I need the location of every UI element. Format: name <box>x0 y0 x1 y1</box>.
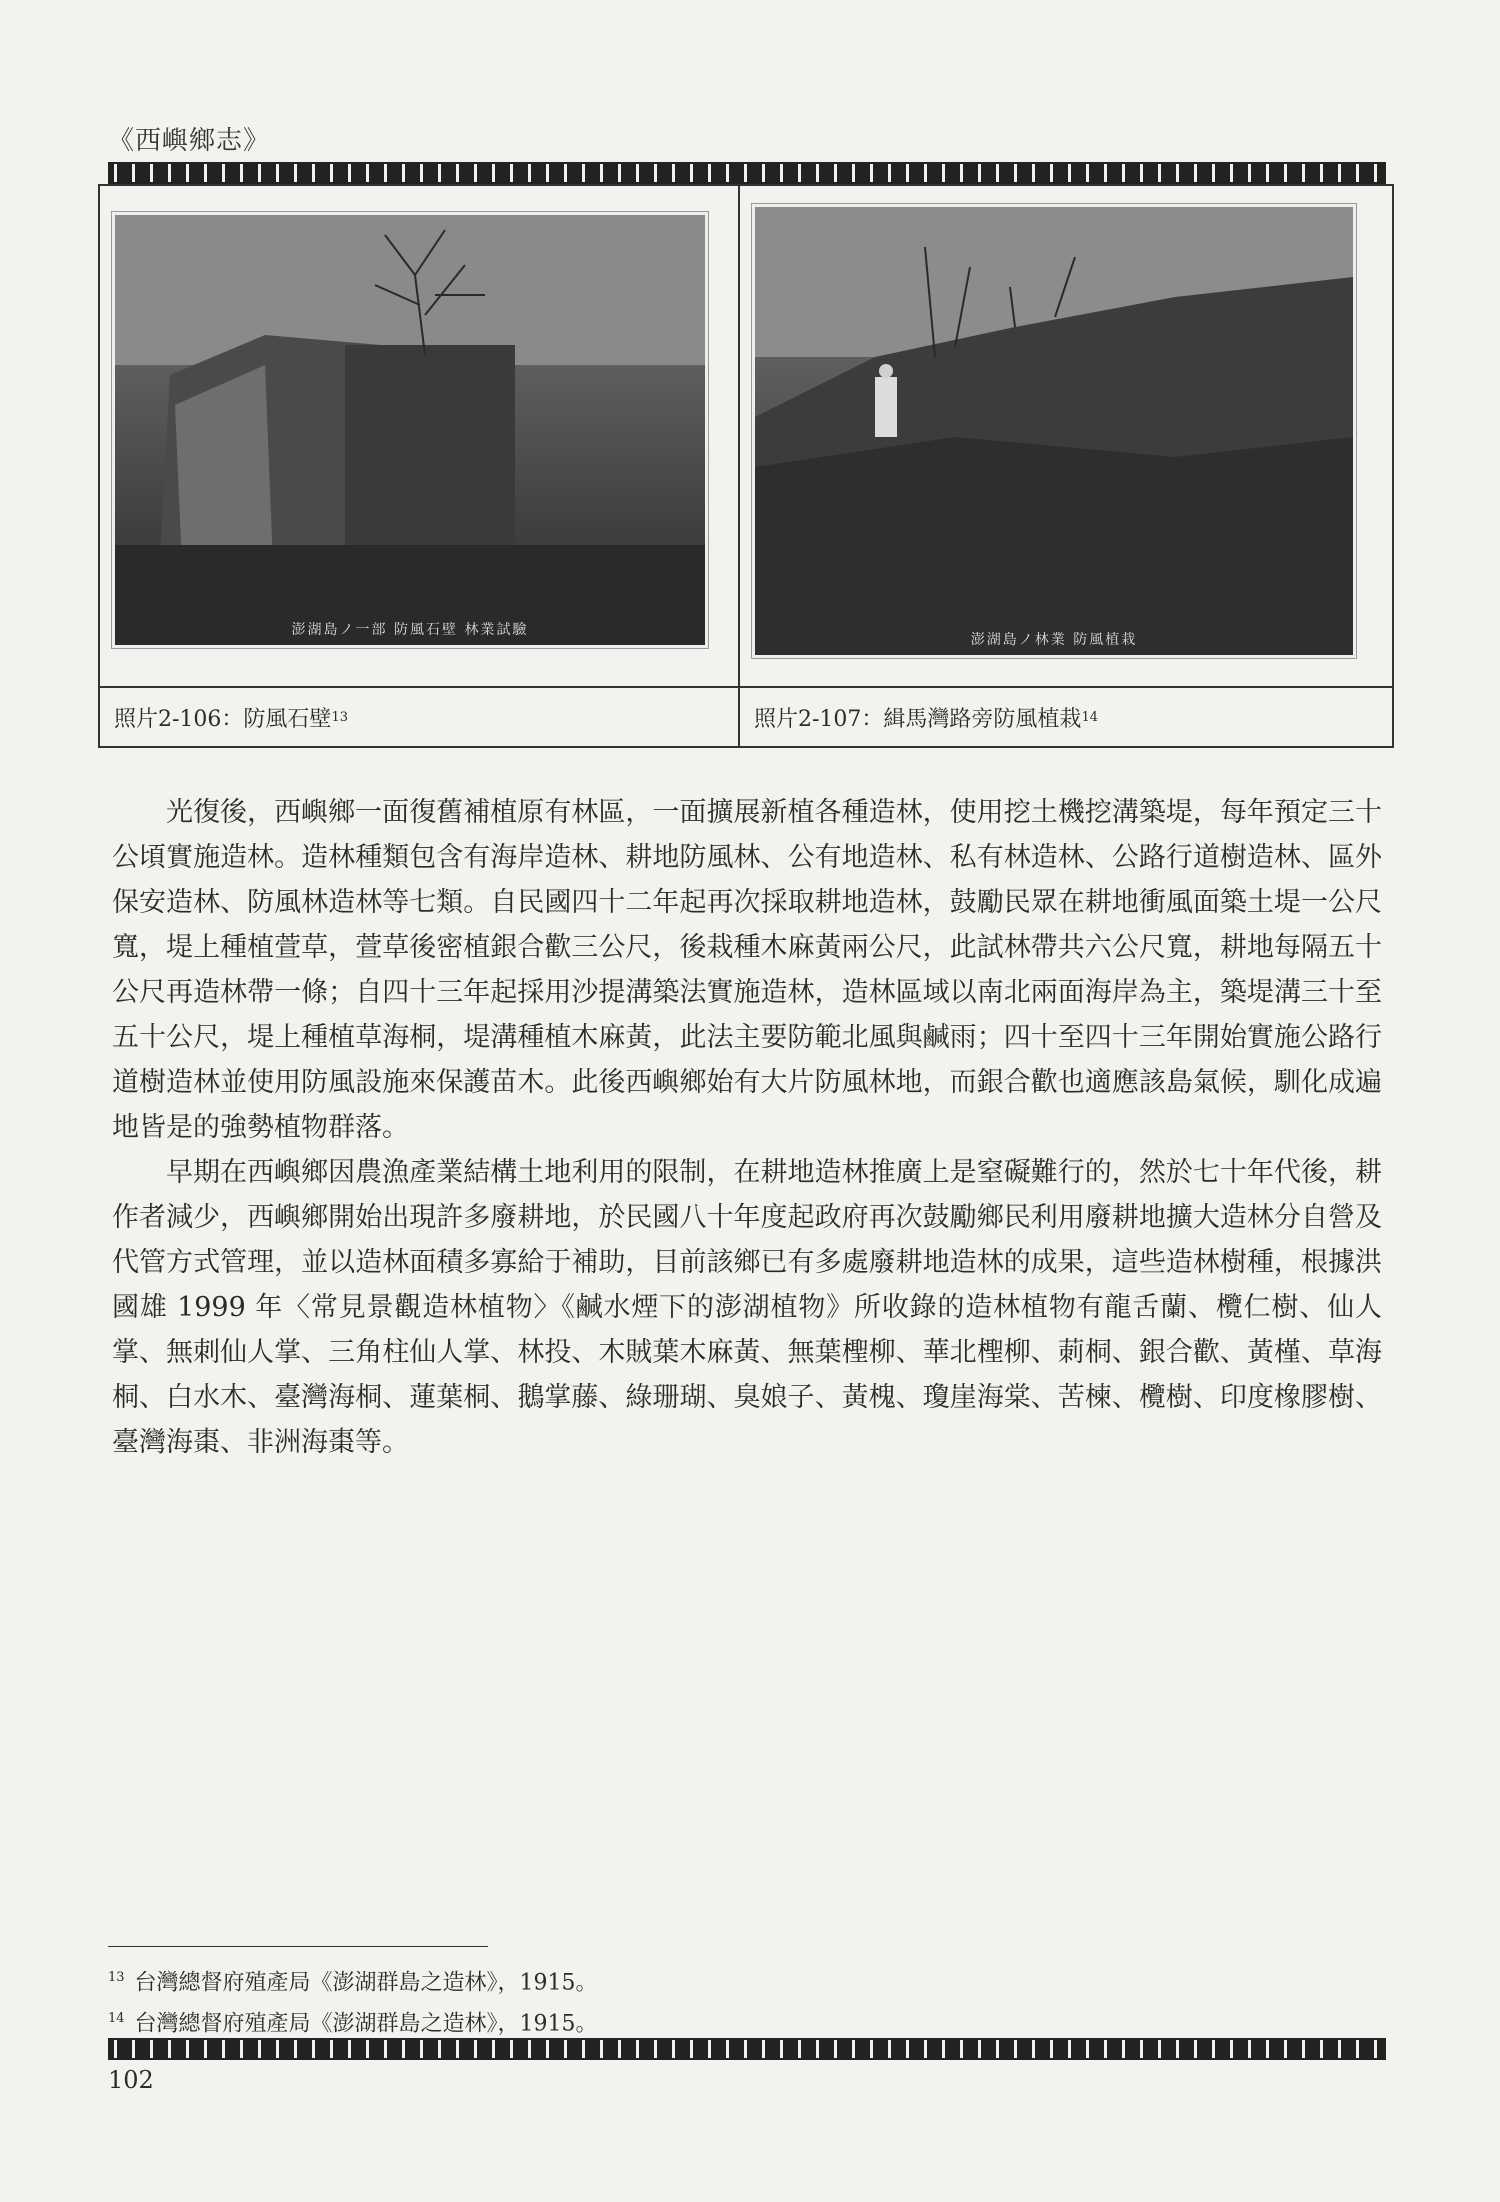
decorative-border-top <box>108 162 1386 184</box>
photo-cell-1 <box>100 186 740 686</box>
photo-caption-2 <box>740 686 1392 746</box>
footnote-14 <box>108 2001 598 2042</box>
decorative-border-bottom <box>108 2038 1386 2060</box>
paragraph-1: 光復後，西嶼鄉一面復舊補植原有林區，一面擴展新植各種造林，使用挖土機挖溝築堤，每年預定三十公頃實施造林。造林種類包含有海岸造林、耕地防風林、公有地造林、私有林造林、公路行道樹造林、區外保安造林、防風林造林等七類。自民國四十二年起再次採取耕地造林，鼓勵民眾在耕地衝風面築土堤一公尺寬，堤上種植萱草，萱草後密植銀合歡三公尺，後栽種木麻黃兩公尺，此試林帶共六公尺寬，耕地每隔五十公尺再造林帶一條；自四十三年起採用沙提溝築法實施造林，造林區域以南北兩面海岸為主，築堤溝三十至五十公尺，堤上種植草海桐，堤溝種植木麻黃，此法主要防範北風與鹹雨；四十至四十三年開始實施公路行道樹造林並使用防風設施來保護苗木。此後西嶼鄉始有大片防風林地，而銀合歡也適應該島氣候，馴化成遍地皆是的強勢植物群落。 <box>112 797 1382 1143</box>
photo-label-1: 澎湖島ノ一部 防風石壁 林業試驗 <box>291 622 529 638</box>
footnote-rule <box>108 1946 488 1947</box>
photo-table <box>98 184 1394 748</box>
photo-caption-1 <box>100 686 740 746</box>
footnote-number: 14 <box>108 2011 125 2027</box>
footnote-number: 13 <box>108 1970 125 1985</box>
body-text <box>112 790 1382 1465</box>
footnotes <box>108 1960 598 2043</box>
photo-cell-2 <box>740 186 1392 686</box>
photo-label-2: 澎湖島ノ林業 防風植栽 <box>970 632 1138 648</box>
page-number: 102 <box>108 2066 154 2094</box>
footnote-text: 台灣總督府殖產局《澎湖群島之造林》，1915。 <box>134 1970 598 1996</box>
running-header: 《西嶼鄉志》 <box>108 126 271 156</box>
footnote-ref-13[interactable]: 13 <box>331 709 348 725</box>
photo-roadside-windbreak <box>752 204 1356 658</box>
paragraph-2: 早期在西嶼鄉因農漁產業結構土地利用的限制，在耕地造林推廣上是窒礙難行的，然於七十年代後，耕作者減少，西嶼鄉開始出現許多廢耕地，於民國八十年度起政府再次鼓勵鄉民利用廢耕地擴大造林分自營及代管方式管理，並以造林面積多寡給于補助，目前該鄉已有多處廢耕地造林的成果，這些造林樹種，根據洪國雄 1999 年〈常見景觀造林植物〉《鹹水煙下的澎湖植物》所收錄的造林植物有龍舌蘭、欖仁樹、仙人掌、無刺仙人掌、三角柱仙人掌、林投、木賊葉木麻黃、無葉檉柳、華北檉柳、莿桐、銀合歡、黃槿、草海桐、白水木、臺灣海桐、蓮葉桐、鵝掌藤、綠珊瑚、臭娘子、黃槐、瓊崖海棠、苦楝、欖樹、印度橡膠樹、臺灣海棗、非洲海棗等。 <box>112 1157 1382 1458</box>
footnote-text: 台灣總督府殖產局《澎湖群島之造林》，1915。 <box>134 2011 598 2037</box>
footnote-13 <box>108 1960 598 2001</box>
photo-windbreak-stone-wall <box>112 212 708 648</box>
footnote-ref-14[interactable]: 14 <box>1081 709 1098 725</box>
caption-text-1: 照片2-106：防風石壁 <box>114 706 332 732</box>
caption-text-2: 照片2-107：緝馬灣路旁防風植栽 <box>754 706 1082 732</box>
